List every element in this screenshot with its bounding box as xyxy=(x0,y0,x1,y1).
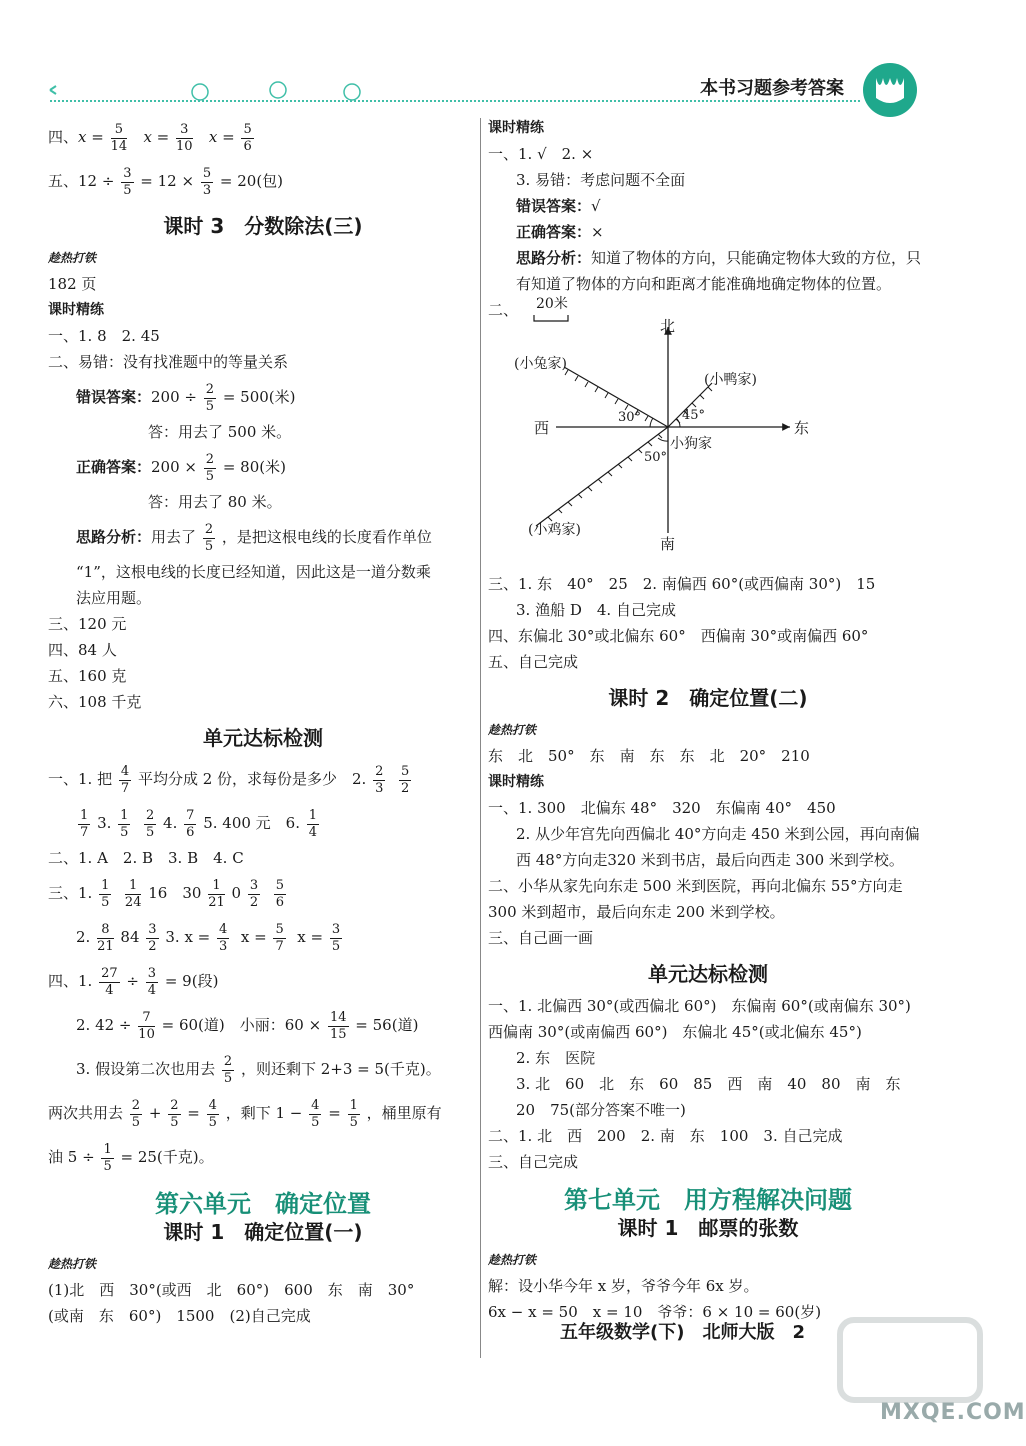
fraction: $\frac{3}{2}$ xyxy=(249,877,259,910)
decorative-swirl-icon xyxy=(40,78,360,108)
fraction: $\frac{8}{21}$ xyxy=(97,921,114,954)
page-header xyxy=(0,0,1000,120)
fraction: $\frac{4}{5}$ xyxy=(311,1097,320,1130)
unit-title: 第六单元 确定位置 xyxy=(155,1190,371,1218)
lesson-title: 课时 1 邮票的张数 xyxy=(617,1216,799,1240)
answer-line: 东 北 50° 东 南 东 东 北 20° 210 xyxy=(488,747,810,765)
page-footer: 五年级数学(下) 北师大版 2 xyxy=(560,1322,805,1343)
fraction: $\frac{5}{6}$ xyxy=(275,877,284,910)
answer-paragraph: 思路分析：知道了物体的方向，只能确定物体大致的方位，只有知道了物体的方向和距离才能准确地确定物体的位置。 xyxy=(516,249,922,293)
book-logo-icon xyxy=(862,62,918,118)
answer-line: 二、 20米 xyxy=(488,297,928,321)
page-title: 本书习题参考答案 xyxy=(700,78,844,99)
answer-line: 答：用去了 500 米。 xyxy=(148,423,292,441)
fraction: $\frac{7}{10}$ xyxy=(138,1009,155,1042)
answer-line: 3. 假设第二次也用去 $\frac{2}{5}$ ，则还剩下 2+3 = 5(千克)。 xyxy=(76,1053,441,1086)
answer-line: 三、120 元 xyxy=(48,615,127,633)
answer-line: 正确答案：200 × $\frac{2}{5}$ = 80(米) xyxy=(76,451,286,484)
answer-line: 二、易错：没有找准题中的等量关系 xyxy=(48,353,289,371)
fraction: $\frac{3}{10}$ xyxy=(176,121,193,154)
answer-paragraph: 2. 从少年宫先向西偏北 40°方向走 450 米到公园，再向南偏西 48°方向走320 米到书店，最后向西走 300 米到学校。 xyxy=(516,825,920,869)
fraction: $\frac{5}{2}$ xyxy=(400,763,410,796)
fraction: $\frac{2}{5}$ xyxy=(145,807,155,840)
section-tag: 趁热打铁 xyxy=(48,1257,97,1271)
right-column xyxy=(488,115,928,1325)
fraction: $\frac{1}{7}$ xyxy=(80,807,89,840)
answer-line: 错误答案：√ xyxy=(516,197,601,215)
duck-home-label: (小鸭家) xyxy=(704,372,757,388)
fraction: $\frac{2}{5}$ xyxy=(131,1097,141,1130)
answer-line: 五、自己完成 xyxy=(488,653,579,671)
fraction: $\frac{1}{4}$ xyxy=(308,807,318,840)
answer-paragraph: 二、小华从家先向东走 500 米到医院，再向北偏东 55°方向走300 米到超市，最后向东走 200 米到学校。 xyxy=(488,877,903,921)
fraction: $\frac{1}{5}$ xyxy=(349,1097,358,1130)
fraction: $\frac{2}{5}$ xyxy=(223,1053,233,1086)
answer-line: 五、12 ÷ $\frac{3}{5}$ = 12 × $\frac{5}{3}$ = 20(包) xyxy=(48,165,284,198)
west-label: 西 xyxy=(534,419,550,437)
answer-line: 2. 42 ÷ $\frac{7}{10}$ = 60(道) 小丽：60 × $\frac{14}{15}$ = 56(道) xyxy=(76,1009,419,1042)
answer-line: (或南 东 60°) 1500 (2)自己完成 xyxy=(48,1307,311,1325)
answer-line: 182 页 xyxy=(48,275,97,293)
south-label: 南 xyxy=(660,535,676,553)
fraction: $\frac{4}{3}$ xyxy=(219,921,228,954)
answer-line: 二、1. 北 西 200 2. 南 东 100 3. 自己完成 xyxy=(488,1127,843,1145)
answer-line: 2. $\frac{8}{21}$ 84 $\frac{3}{2}$ 3. x = $\frac{4}{3}$ x = $\frac{5}{7}$ x = $\frac{3}{5}$ xyxy=(76,921,341,954)
direction-diagram xyxy=(498,317,828,571)
rabbit-home-label: (小兔家) xyxy=(514,356,567,372)
header-dotted-line xyxy=(50,100,860,102)
answer-line: 二、1. A 2. B 3. B 4. C xyxy=(48,849,244,867)
answer-line: 一、1. √ 2. × xyxy=(488,145,594,163)
section-tag: 趁热打铁 xyxy=(488,723,537,737)
fraction: $\frac{1}{5}$ xyxy=(103,1141,112,1174)
fraction: $\frac{7}{6}$ xyxy=(186,807,195,840)
answer-line: 四、东偏北 30°或北偏东 60° 西偏南 30°或南偏西 60° xyxy=(488,627,869,645)
fraction: $\frac{1}{24}$ xyxy=(124,877,142,910)
answer-paragraph: 一、1. 北偏西 30°(或西偏北 60°) 东偏南 60°(或南偏东 30°) 西偏南 30°(或南偏西 60°) 东偏北 45°(或北偏东 45°) xyxy=(488,997,926,1041)
answer-line: $\frac{1}{7}$ 3. $\frac{1}{5}$ $\frac{2}{5}$ 4. $\frac{7}{6}$ 5. 400 元 6. $\frac{1}{4}$ xyxy=(80,807,318,840)
lesson-title: 课时 3 分数除法(三) xyxy=(163,214,363,238)
answer-line: 6x − x = 50 x = 10 爷爷：6 × 10 = 60(岁) xyxy=(488,1303,822,1321)
left-column xyxy=(48,115,478,1329)
answer-line: 三、自己完成 xyxy=(488,1153,579,1171)
answer-line: 一、1. 把 $\frac{4}{7}$ 平均分成 2 份，求每份是多少 2. $\frac{2}{3}$ $\frac{5}{2}$ xyxy=(48,763,410,796)
answer-line: “1”，这根电线的长度已经知道，因此这是一道分数乘 xyxy=(76,563,431,581)
answer-line: 正确答案：× xyxy=(516,223,604,241)
answer-line: 两次共用去 $\frac{2}{5}$ + $\frac{2}{5}$ = $\frac{4}{5}$ ，剩下 1 − $\frac{4}{5}$ = $\frac{1}{5}$ ，桶里原有 xyxy=(48,1097,442,1130)
answer-line: 四、x = $\frac{5}{14}$ x = $\frac{3}{10}$ x = $\frac{5}{6}$ xyxy=(48,121,252,154)
fraction: $\frac{2}{5}$ xyxy=(170,1097,179,1130)
section-tag: 课时精练 xyxy=(488,774,544,790)
east-label: 东 xyxy=(794,419,810,437)
lesson-title: 课时 2 确定位置(二) xyxy=(608,686,808,710)
answer-line: 一、1. 8 2. 45 xyxy=(48,327,160,345)
answer-line: 一、1. 300 北偏东 48° 320 东偏南 40° 450 xyxy=(488,799,836,817)
answer-line: 四、84 人 xyxy=(48,641,117,659)
column-divider xyxy=(480,118,481,1358)
fraction: $\frac{14}{15}$ xyxy=(329,1009,347,1042)
fraction: $\frac{1}{5}$ xyxy=(101,877,110,910)
section-tag: 课时精练 xyxy=(488,120,544,136)
fraction: $\frac{3}{5}$ xyxy=(123,165,132,198)
fraction: $\frac{3}{4}$ xyxy=(147,965,157,998)
answer-line: 3. 渔船 D 4. 自己完成 xyxy=(516,601,676,619)
answer-line: 三、自己画一画 xyxy=(488,929,594,947)
answer-line: 解：设小华今年 x 岁，爷爷今年 6x 岁。 xyxy=(488,1277,759,1295)
answer-line: 思路分析：用去了 $\frac{2}{5}$ ，是把这根电线的长度看作单位 xyxy=(76,521,432,554)
section-tag: 课时精练 xyxy=(48,302,104,318)
angle-label: 50° xyxy=(644,450,668,465)
fraction: $\frac{4}{5}$ xyxy=(208,1097,217,1130)
answer-line: (1)北 西 30°(或西 北 60°) 600 东 南 30° xyxy=(48,1281,415,1299)
answer-line: 三、1. 东 40° 25 2. 南偏西 60°(或西偏南 30°) 15 xyxy=(488,575,876,593)
answer-line: 五、160 克 xyxy=(48,667,127,685)
lesson-title: 课时 1 确定位置(一) xyxy=(163,1220,363,1244)
dog-home-label: 小狗家 xyxy=(670,436,712,452)
watermark-text: MXQE.COM xyxy=(880,1400,1026,1425)
fraction: $\frac{27}{4}$ xyxy=(101,965,118,998)
north-label: 北 xyxy=(660,317,676,335)
fraction: $\frac{5}{7}$ xyxy=(275,921,284,954)
unit-title: 第七单元 用方程解决问题 xyxy=(564,1186,852,1214)
answer-line: 错误答案：200 ÷ $\frac{2}{5}$ = 500(米) xyxy=(76,381,296,414)
scale-label: 20米 xyxy=(536,296,568,312)
fraction: $\frac{4}{7}$ xyxy=(120,763,130,796)
fraction: $\frac{5}{6}$ xyxy=(243,121,252,154)
chick-home-label: (小鸡家) xyxy=(528,522,581,538)
angle-label: 45° xyxy=(682,408,706,423)
fraction: $\frac{1}{21}$ xyxy=(208,877,225,910)
fraction: $\frac{1}{5}$ xyxy=(120,807,129,840)
fraction: $\frac{2}{5}$ xyxy=(205,381,215,414)
answer-paragraph: 3. 北 60 北 东 60 85 西 南 40 80 南 东 20 75(部分答案不唯一) xyxy=(516,1075,916,1119)
fraction: $\frac{5}{14}$ xyxy=(110,121,128,154)
section-tag: 趁热打铁 xyxy=(488,1253,537,1267)
unit-test-title: 单元达标检测 xyxy=(203,726,323,750)
fraction: $\frac{2}{3}$ xyxy=(375,763,384,796)
fraction: $\frac{5}{3}$ xyxy=(202,165,212,198)
answer-line: 答：用去了 80 米。 xyxy=(148,493,282,511)
angle-label: 30° xyxy=(618,410,642,425)
fraction: $\frac{3}{2}$ xyxy=(148,921,157,954)
section-tag: 趁热打铁 xyxy=(48,251,97,265)
answer-line: 3. 易错：考虑问题不全面 xyxy=(516,171,686,189)
answer-line: 油 5 ÷ $\frac{1}{5}$ = 25(千克)。 xyxy=(48,1141,214,1174)
unit-test-title: 单元达标检测 xyxy=(648,962,768,986)
answer-line: 2. 东 医院 xyxy=(516,1049,596,1067)
answer-line: 六、108 千克 xyxy=(48,693,142,711)
fraction: $\frac{2}{5}$ xyxy=(204,521,214,554)
fraction: $\frac{3}{5}$ xyxy=(331,921,341,954)
answer-line: 三、1. $\frac{1}{5}$ $\frac{1}{24}$ 16 30 $\frac{1}{21}$ 0 $\frac{3}{2}$ $\frac{5}{6}$ xyxy=(48,877,284,910)
answer-line: 法应用题。 xyxy=(76,589,152,607)
answer-line: 四、1. $\frac{27}{4}$ ÷ $\frac{3}{4}$ = 9(段) xyxy=(48,965,219,998)
fraction: $\frac{2}{5}$ xyxy=(205,451,215,484)
